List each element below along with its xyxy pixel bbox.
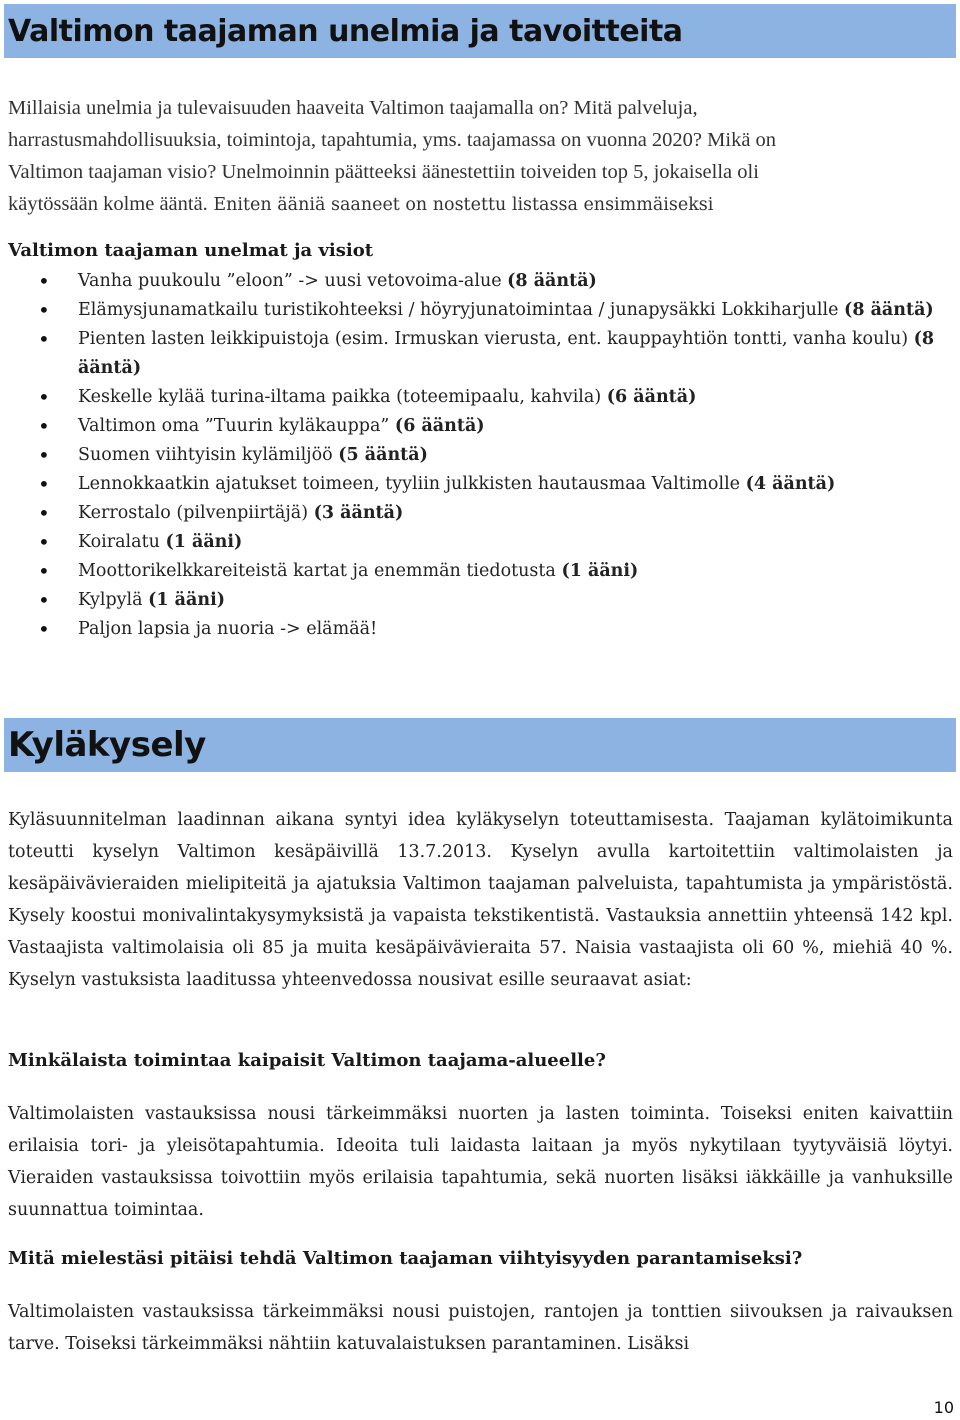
- question-2-heading: Mitä mielestäsi pitäisi tehdä Valtimon taajaman viihtyisyyden parantamiseksi?: [8, 1248, 803, 1269]
- question-1-heading: Minkälaista toimintaa kaipaisit Valtimon taajama-alueelle?: [8, 1050, 606, 1071]
- bullet-icon: •: [38, 617, 50, 641]
- vision-item-text: Kylpylä: [78, 590, 149, 610]
- vision-list-item: [0, 296, 955, 325]
- vision-list-item: [0, 615, 955, 644]
- answer-2-paragraph: Valtimolaisten vastauksissa tärkeimmäksi nousi puistojen, rantojen ja tonttien siivouksen ja raivauksen tarve. Toiseksi tärkeimmäksi nähtiin katuvalaistuksen parantaminen. Lisäksi: [8, 1302, 953, 1354]
- vision-item-text: Moottorikelkkareiteistä kartat ja enemmän tiedotusta: [78, 561, 562, 581]
- vision-list-title: Valtimon taajaman unelmat ja visiot: [8, 240, 374, 261]
- answer-1-paragraph: Valtimolaisten vastauksissa nousi tärkeimmäksi nuorten ja lasten toiminta. Toiseksi eniten kaivattiin erilaisia tori- ja yleisötapahtumia. Ideoita tuli laidasta laitaan ja myös nykytilaan tyytyväisiä löytyi. Vieraiden vastauksissa toivottiin myös erilaisia tapahtumia, sekä nuorten lisäksi iäkkäille ja vanhuksille suunnattua toimintaa.: [8, 1104, 953, 1220]
- vision-item-votes: (3 ääntä): [313, 503, 404, 523]
- vision-item-text: Koiralatu: [78, 532, 166, 552]
- section-heading-survey: Kyläkysely: [4, 718, 956, 772]
- vision-item-text: Lennokkaatkin ajatukset toimeen, tyyliin julkkisten hautausmaa Valtimolle: [78, 474, 746, 494]
- intro-tail-text: Eniten ääniä saaneet on nostettu listassa ensimmäiseksi: [207, 195, 714, 215]
- vision-item-text: Suomen viihtyisin kylämiljöö: [78, 445, 339, 465]
- bullet-icon: •: [38, 530, 50, 554]
- bullet-icon: •: [38, 588, 50, 612]
- bullet-icon: •: [38, 443, 50, 467]
- bullet-icon: •: [38, 269, 50, 293]
- vision-list-item: [0, 325, 955, 383]
- vision-item-votes: (6 ääntä): [394, 416, 485, 436]
- vision-item-text: Kerrostalo (pilvenpiirtäjä): [78, 503, 314, 523]
- vision-item-votes: (1 ääni): [148, 590, 226, 610]
- vision-item-votes: (6 ääntä): [606, 387, 697, 407]
- bullet-icon: •: [38, 501, 50, 525]
- vision-list-item: [0, 441, 955, 470]
- vision-item-text: Keskelle kylää turina-iltama paikka (toteemipaalu, kahvila): [78, 387, 607, 407]
- vision-list-item: [0, 586, 955, 615]
- vision-list-item: [0, 383, 955, 412]
- section-heading-dreams: Valtimon taajaman unelmia ja tavoitteita: [4, 4, 956, 58]
- vision-list: [0, 267, 955, 644]
- vision-item-votes: (8 ääntä): [844, 300, 934, 320]
- bullet-icon: •: [38, 559, 50, 583]
- survey-intro-paragraph: Kyläsuunnitelman laadinnan aikana syntyi idea kyläkyselyn toteuttamisesta. Taajaman kylätoimikunta toteutti kyselyn Valtimon kesäpäivillä 13.7.2013. Kyselyn avulla kartoitettiin valtimolaisten ja kesäpäivävieraiden mielipiteitä ja ajatuksia Valtimon taajaman palveluista, tapahtumista ja ympäristöstä. Kysely koostui monivalintakysymyksistä ja vapaista tekstikentistä. Vastauksia annettiin yhteensä 142 kpl. Vastaajista valtimolaisia oli 85 ja muita kesäpäivävieraita 57. Naisia vastaajista oli 60 %, miehiä 40 %. Kyselyn vastuksista laaditussa yhteenvedossa nousivat esille seuraavat asiat:: [8, 810, 953, 990]
- vision-item-votes: (5 ääntä): [338, 445, 428, 465]
- intro-paragraph: [8, 92, 953, 221]
- vision-item-votes: (8 ääntä): [507, 271, 597, 291]
- vision-item-votes: (4 ääntä): [745, 474, 836, 494]
- vision-list-item: [0, 557, 955, 586]
- vision-item-votes: (1 ääni): [561, 561, 639, 581]
- vision-list-item: [0, 470, 955, 499]
- bullet-icon: •: [38, 472, 50, 496]
- vision-list-item: [0, 499, 955, 528]
- vision-item-text: Pienten lasten leikkipuistoja (esim. Irmuskan vierusta, ent. kauppayhtiön tontti, vanha koulu): [78, 329, 914, 349]
- bullet-icon: •: [38, 327, 50, 351]
- vision-item-votes: (8 ääntä): [78, 329, 935, 378]
- intro-text: Millaisia unelmia ja tulevaisuuden haaveita Valtimon taajamalla on? Mitä palveluja, harrastusmahdollisuuksia, toimintoja, tapahtumia, yms. taajamassa on vuonna 2020? Mikä on Valtimon taajaman visio? Unelmoinnin päätteeksi äänestettiin toiveiden top 5, jokaisella oli käytössään kolme ääntä.: [8, 97, 777, 215]
- vision-list-item: [0, 267, 955, 296]
- vision-item-text: Paljon lapsia ja nuoria -> elämää!: [78, 619, 378, 639]
- vision-item-votes: (1 ääni): [165, 532, 243, 552]
- bullet-icon: •: [38, 414, 50, 438]
- vision-item-text: Elämysjunamatkailu turistikohteeksi / höyryjunatoimintaa / junapysäkki Lokkiharjulle: [78, 300, 845, 320]
- bullet-icon: •: [38, 385, 50, 409]
- bullet-icon: •: [38, 298, 50, 322]
- vision-list-item: [0, 412, 955, 441]
- vision-item-text: Vanha puukoulu ”eloon” -> uusi vetovoima-alue: [78, 271, 508, 291]
- vision-item-text: Valtimon oma ”Tuurin kyläkauppa”: [78, 416, 395, 436]
- vision-list-item: [0, 528, 955, 557]
- page-number: 10: [933, 1398, 954, 1417]
